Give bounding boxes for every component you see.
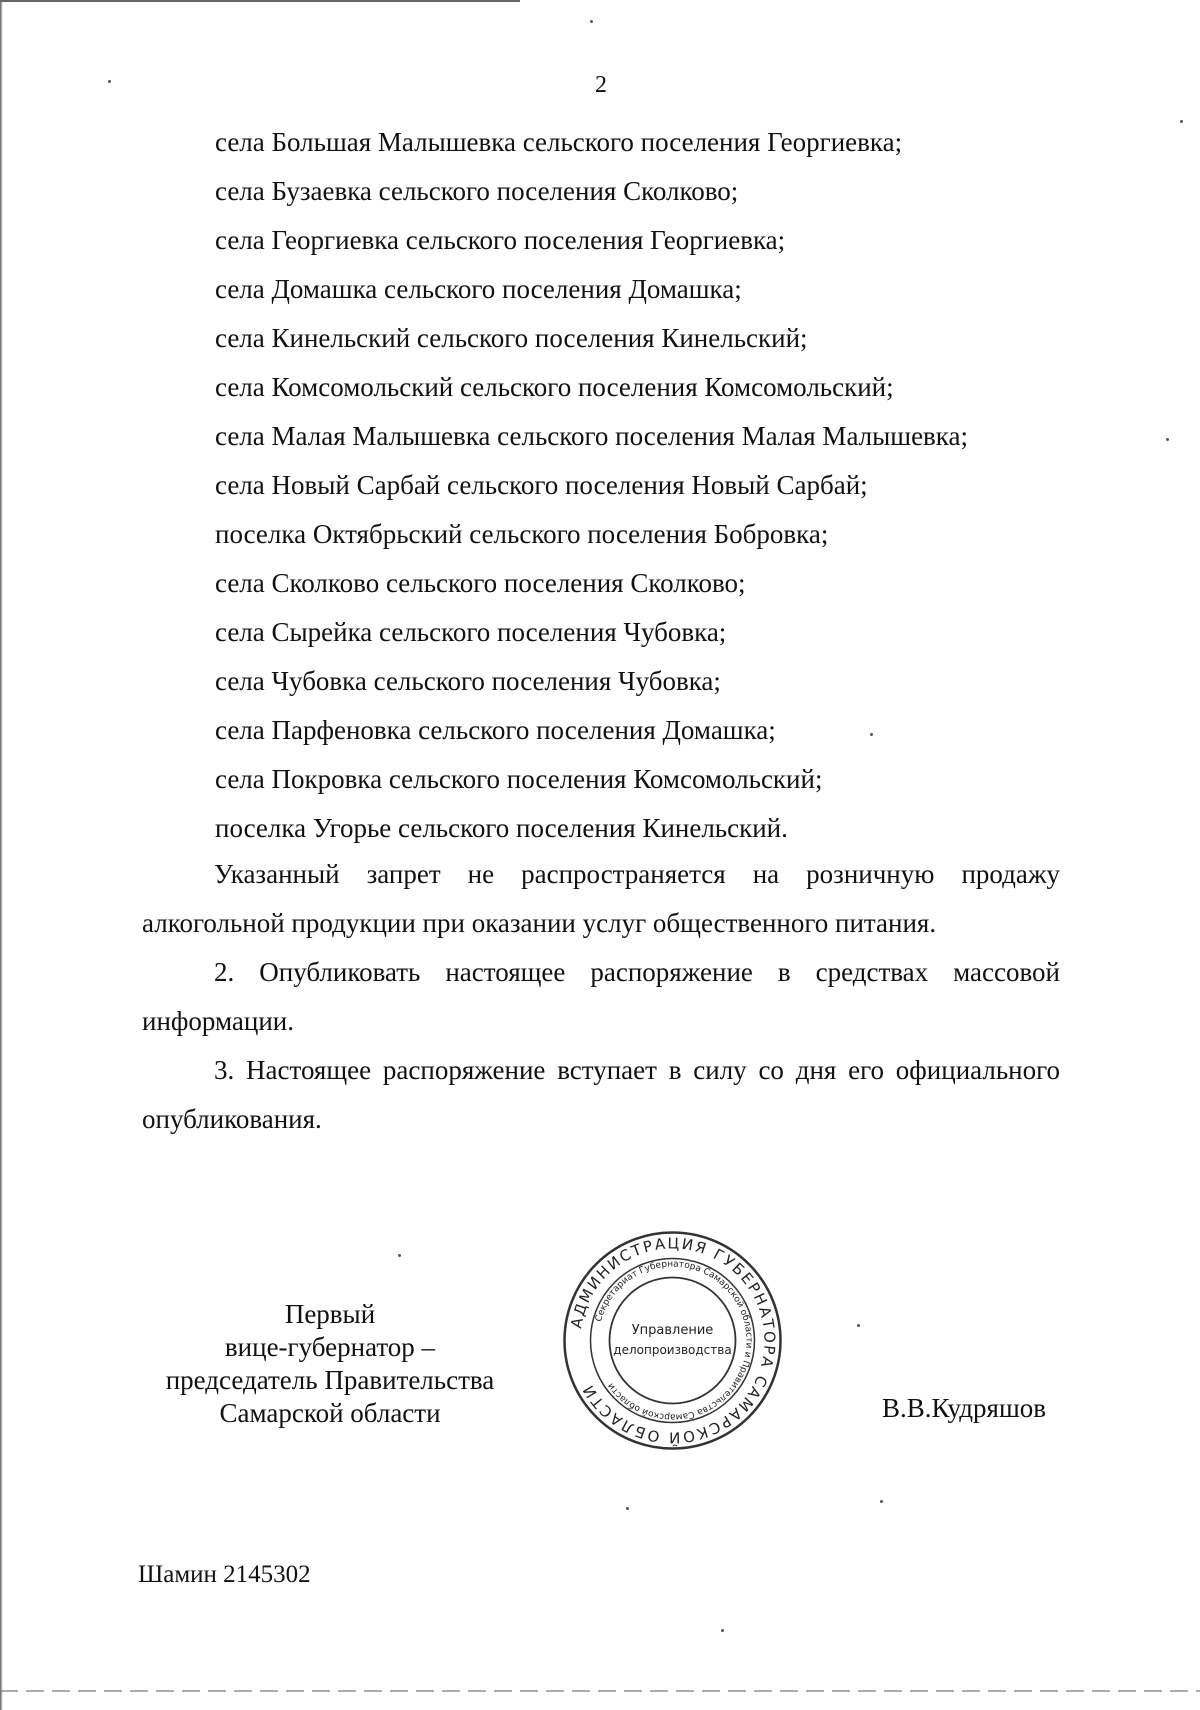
svg-text:Секретариат Губернатора Самарс (594, 1259, 753, 1421)
list-item: села Георгиевка сельского поселения Георгиевка; (215, 225, 786, 255)
list-item: села Малая Малышевка сельского поселения Малая Малышевка; (215, 421, 968, 451)
scan-speck (590, 20, 593, 23)
scan-speck (721, 1629, 724, 1632)
stamp-center-line: Управление (631, 1323, 714, 1338)
signer-title-line: председатель Правительства (165, 1365, 495, 1395)
list-item: села Домашка сельского поселения Домашка; (215, 274, 742, 304)
publish-paragraph: 2. Опубликовать настоящее распоряжение в средствах массовой информации. (142, 957, 1060, 1036)
list-item: села Сколково сельского поселения Сколково; (215, 568, 746, 598)
list-item: села Чубовка сельского поселения Чубовка; (215, 666, 721, 696)
scan-speck (880, 1500, 883, 1503)
signer-title-line: Самарской области (219, 1398, 441, 1428)
stamp-inner-text: Секретариат Губернатора Самарской области и Правительства Самарской области (594, 1259, 754, 1422)
scan-speck (1166, 438, 1169, 441)
list-item: поселка Угорье сельского поселения Кинельский. (215, 813, 788, 843)
scan-edge-top (0, 0, 520, 2)
list-item: поселка Октябрьский сельского поселения Бобровка; (215, 519, 829, 549)
scan-speck (398, 1254, 401, 1257)
scan-speck (626, 1507, 629, 1510)
signer-title-line: Первый (284, 1299, 376, 1329)
list-item: села Покровка сельского поселения Комсомольский; (215, 764, 823, 794)
scan-speck (857, 1324, 860, 1327)
exception-paragraph: Указанный запрет не распространяется на розничную продажу алкогольной продукции при оказании услуг общественного питания. (142, 859, 1060, 938)
list-item: села Новый Сарбай сельского поселения Новый Сарбай; (215, 470, 868, 500)
scan-speck (870, 733, 873, 736)
stamp-outer-text: АДМИНИСТРАЦИЯ ГУБЕРНАТОРА САМАРСКОЙ ОБЛАСТИ (567, 1234, 779, 1447)
executor-note: Шамин 2145302 (138, 1561, 311, 1588)
effective-date-paragraph: 3. Настоящее распоряжение вступает в силу со дня его официального опубликования. (142, 1055, 1060, 1134)
page-number: 2 (595, 72, 607, 98)
list-item: села Сырейка сельского поселения Чубовка; (215, 617, 727, 647)
stamp-center-line: делопроизводства (613, 1343, 732, 1357)
scan-speck (1180, 120, 1183, 123)
signer-title (140, 1298, 520, 1430)
list-item: села Парфеновка сельского поселения Домашка; (215, 715, 776, 745)
official-stamp (560, 1228, 785, 1453)
signer-title-line: вице-губернатор – (224, 1332, 436, 1362)
list-item: села Кинельский сельского поселения Кинельский; (215, 323, 808, 353)
list-item: села Бузаевка сельского поселения Сколково; (215, 176, 739, 206)
scan-edge-left (0, 0, 3, 1710)
signature-name: В.В.Кудряшов (882, 1393, 1046, 1423)
list-item: села Комсомольский сельского поселения Комсомольский; (215, 372, 894, 402)
scan-edge-bottom (0, 1690, 1200, 1692)
scan-speck (108, 80, 111, 83)
village-list (215, 118, 968, 853)
list-item: села Большая Малышевка сельского поселения Георгиевка; (215, 127, 903, 157)
